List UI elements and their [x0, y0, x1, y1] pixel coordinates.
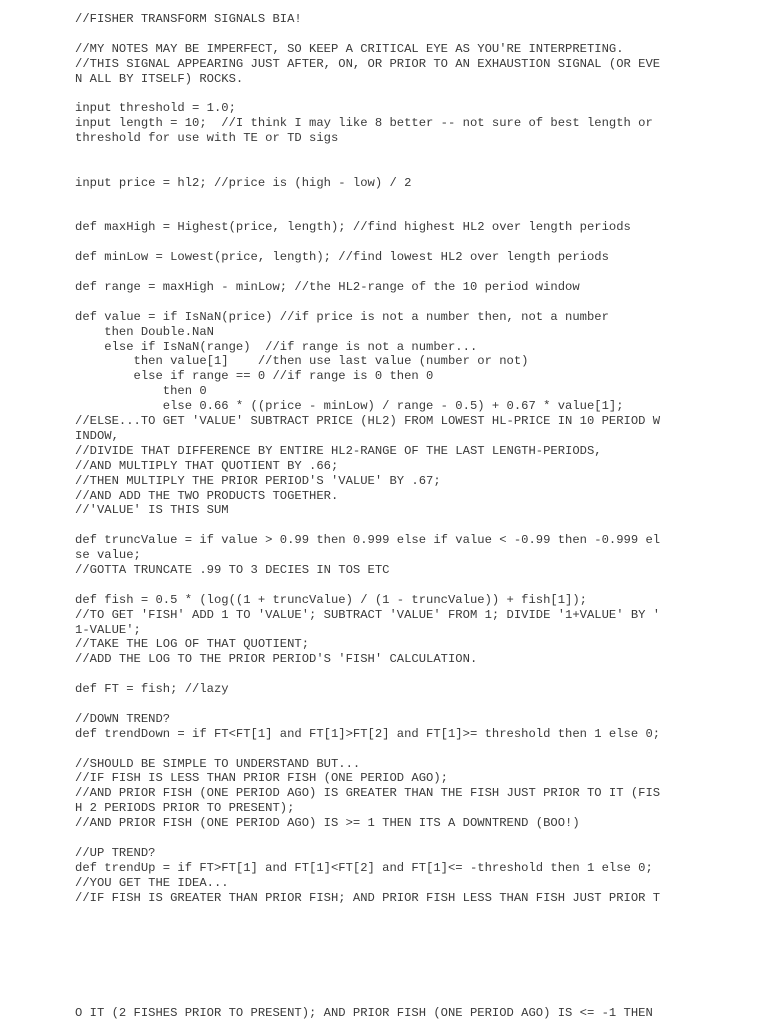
code-block: [75, 12, 685, 905]
code-line: [75, 191, 685, 206]
code-line: H 2 PERIODS PRIOR TO PRESENT);: [75, 801, 295, 816]
code-line: //FISHER TRANSFORM SIGNALS BIA!: [75, 12, 302, 26]
code-line: //TAKE THE LOG OF THAT QUOTIENT;: [75, 637, 310, 652]
code-line: input price = hl2; //price is (high - low) / 2: [75, 175, 412, 190]
code-line: input threshold = 1.0;: [75, 101, 236, 116]
code-line: //DIVIDE THAT DIFFERENCE BY ENTIRE HL2-RANGE OF THE LAST LENGTH-PERIODS,: [75, 443, 602, 458]
code-line: else if range == 0 //if range is 0 then 0: [75, 369, 434, 384]
code-line: [75, 295, 685, 310]
code-line: [75, 667, 685, 682]
code-line: def maxHigh = Highest(price, length); //find highest HL2 over length periods: [75, 220, 631, 235]
code-line: INDOW,: [75, 428, 119, 443]
code-line: //AND ADD THE TWO PRODUCTS TOGETHER.: [75, 488, 339, 503]
code-line: def range = maxHigh - minLow; //the HL2-range of the 10 period window: [75, 280, 580, 295]
code-line: [75, 742, 685, 757]
code-line: //MY NOTES MAY BE IMPERFECT, SO KEEP A CRITICAL EYE AS YOU'RE INTERPRETING.: [75, 41, 624, 56]
code-line-continued: O IT (2 FISHES PRIOR TO PRESENT); AND PRIOR FISH (ONE PERIOD AGO) IS <= -1 THEN: [75, 1006, 653, 1020]
code-line: def value = if IsNaN(price) //if price is not a number then, not a number: [75, 309, 609, 324]
code-line: //ADD THE LOG TO THE PRIOR PERIOD'S 'FISH' CALCULATION.: [75, 652, 478, 667]
code-line: then value[1] //then use last value (number or not): [75, 354, 529, 369]
code-line: //SHOULD BE SIMPLE TO UNDERSTAND BUT...: [75, 756, 361, 771]
code-line: [75, 206, 685, 221]
code-line: //ELSE...TO GET 'VALUE' SUBTRACT PRICE (HL2) FROM LOWEST HL-PRICE IN 10 PERIOD W: [75, 414, 661, 429]
code-line: //AND PRIOR FISH (ONE PERIOD AGO) IS GREATER THAN THE FISH JUST PRIOR TO IT (FIS: [75, 786, 661, 801]
code-line: [75, 146, 685, 161]
code-line: [75, 161, 685, 176]
code-line: input length = 10; //I think I may like 8 better -- not sure of best length or: [75, 116, 653, 131]
code-line: [75, 578, 685, 593]
code-line: def trendDown = if FT<FT[1] and FT[1]>FT[2] and FT[1]>= threshold then 1 else 0;: [75, 726, 661, 741]
code-line: //UP TREND?: [75, 845, 156, 860]
code-line: else if IsNaN(range) //if range is not a number...: [75, 339, 478, 354]
code-line: //IF FISH IS LESS THAN PRIOR FISH (ONE PERIOD AGO);: [75, 771, 448, 786]
code-line: //TO GET 'FISH' ADD 1 TO 'VALUE'; SUBTRACT 'VALUE' FROM 1; DIVIDE '1+VALUE' BY ': [75, 607, 661, 622]
code-line: [75, 235, 685, 250]
code-line: 1-VALUE';: [75, 622, 141, 637]
code-line: threshold for use with TE or TD sigs: [75, 131, 339, 146]
code-line: def minLow = Lowest(price, length); //find lowest HL2 over length periods: [75, 250, 609, 265]
code-line: //IF FISH IS GREATER THAN PRIOR FISH; AND PRIOR FISH LESS THAN FISH JUST PRIOR T: [75, 890, 661, 905]
code-line: [75, 265, 685, 280]
code-line: def FT = fish; //lazy: [75, 682, 229, 697]
code-line: se value;: [75, 548, 141, 563]
code-line: [75, 697, 685, 712]
code-line: //GOTTA TRUNCATE .99 TO 3 DECIES IN TOS ETC: [75, 562, 390, 577]
code-line: def trendUp = if FT>FT[1] and FT[1]<FT[2] and FT[1]<= -threshold then 1 else 0;: [75, 860, 653, 875]
code-line: //THEN MULTIPLY THE PRIOR PERIOD'S 'VALUE' BY .67;: [75, 473, 441, 488]
code-line: def truncValue = if value > 0.99 then 0.999 else if value < -0.99 then -0.999 el: [75, 533, 661, 548]
code-line: //'VALUE' IS THIS SUM: [75, 503, 229, 518]
code-line: else 0.66 * ((price - minLow) / range - 0.5) + 0.67 * value[1];: [75, 399, 624, 414]
code-line: [75, 27, 685, 42]
code-line: //YOU GET THE IDEA...: [75, 875, 229, 890]
code-line: N ALL BY ITSELF) ROCKS.: [75, 71, 244, 86]
code-line: def fish = 0.5 * (log((1 + truncValue) / (1 - truncValue)) + fish[1]);: [75, 592, 587, 607]
code-line: //DOWN TREND?: [75, 711, 171, 726]
code-line: [75, 831, 685, 846]
code-line: //AND PRIOR FISH (ONE PERIOD AGO) IS >= 1 THEN ITS A DOWNTREND (BOO!): [75, 816, 580, 831]
code-line: //THIS SIGNAL APPEARING JUST AFTER, ON, OR PRIOR TO AN EXHAUSTION SIGNAL (OR EVE: [75, 56, 661, 71]
code-line: then 0: [75, 384, 207, 399]
code-line: [75, 86, 685, 101]
code-line: [75, 518, 685, 533]
code-line: //AND MULTIPLY THAT QUOTIENT BY .66;: [75, 458, 339, 473]
code-line: then Double.NaN: [75, 324, 214, 339]
